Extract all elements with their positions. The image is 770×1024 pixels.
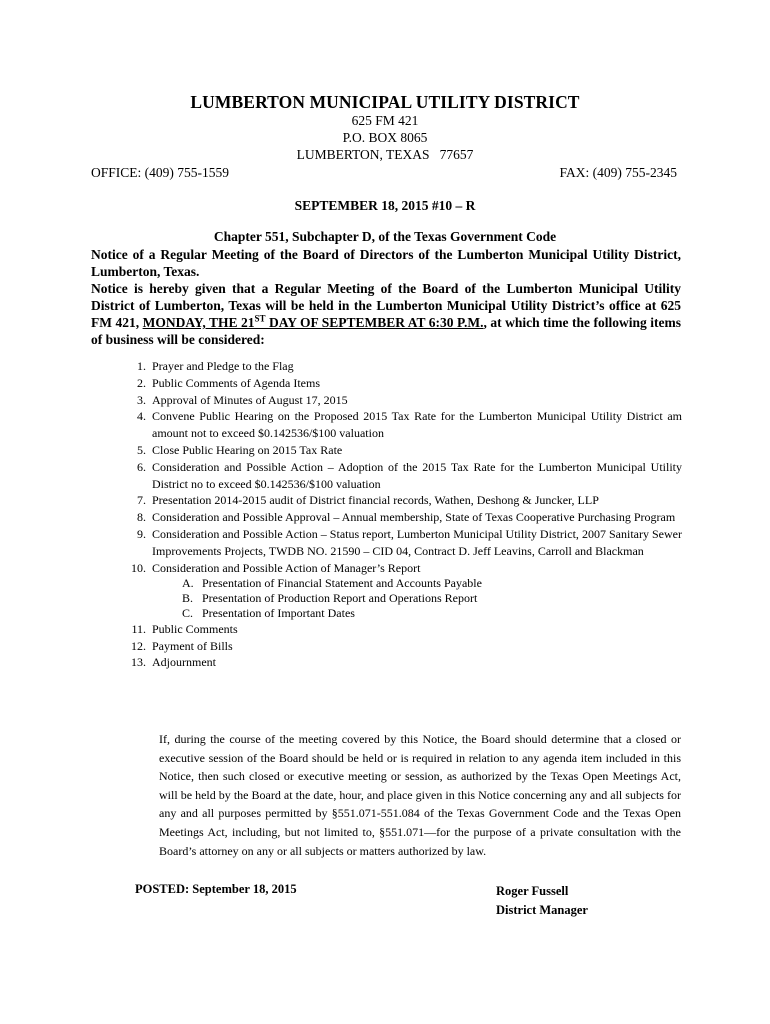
address-city: LUMBERTON, TEXAS 77657 (296, 147, 474, 162)
subitem-text: Presentation of Important Dates (202, 605, 355, 620)
agenda-item (137, 509, 682, 526)
agenda-item-text: Convene Public Hearing on the Proposed 2015 Tax Rate for the Lumberton Municipal Utility District am amount not to exceed $0.142536/$100 valuation (152, 409, 682, 441)
agenda-item-text: Consideration and Possible Action – Status report, Lumberton Municipal Utility District, 2007 Sanitary Sewer Improvements Projects, TWDB NO. 21590 – CID 04, Contract D. Jeff Leavins, Carroll and Blackman (152, 526, 682, 558)
agenda-item-text: Approval of Minutes of August 17, 2015 (152, 392, 348, 407)
agenda-item-number: 10. (131, 560, 146, 575)
manager-report-subitems (152, 576, 682, 620)
closed-session-paragraph: If, during the course of the meeting covered by this Notice, the Board should determine that a closed or executive session of the Board should be held or is required in relation to any agenda item included in this Notice, then such closed or executive meeting or session, as authorized by the Texas Open Meetings Act, will be held by the Board at the date, hour, and place given in this Notice concerning any and all subjects for any and all purposes permitted by §551.071-551.084 of the Texas Government Code and the Texas Open Meetings Act, including, but not limited to, §551.071—for the purpose of a private consultation with the Board’s attorney on any or all subjects or matters authorized by law. (159, 732, 681, 858)
agenda-item-number: 2. (137, 375, 146, 390)
agenda-item (137, 492, 682, 509)
manager-report-subitem (182, 605, 682, 621)
agenda-item-number: 7. (137, 493, 146, 508)
fax-number: FAX: (409) 755-2345 (559, 165, 677, 180)
agenda-item (131, 654, 682, 671)
document-date: SEPTEMBER 18, 2015 #10 – R (294, 198, 476, 213)
address-po-box: P.O. BOX 8065 (342, 130, 428, 145)
agenda-item-text: Close Public Hearing on 2015 Tax Rate (152, 442, 343, 457)
agenda-item-text: Adjournment (152, 655, 216, 670)
day-suffix: ST (254, 313, 266, 324)
manager-report-subitem (182, 576, 682, 591)
subitem-text: Presentation of Financial Statement and Accounts Payable (202, 576, 482, 591)
signature-block (496, 882, 588, 920)
agenda-item-text: Public Comments of Agenda Items (152, 375, 320, 390)
agenda-item (137, 408, 682, 442)
subitem-letter: C. (182, 605, 194, 620)
agenda-item (131, 638, 682, 655)
agenda-item-text: Consideration and Possible Action – Adoption of the 2015 Tax Rate for the Lumberton Municipal Utility District no to exceed $0.142536/$100 valuation (152, 459, 682, 491)
manager-report-subitem (182, 591, 682, 606)
document-title: LUMBERTON MUNICIPAL UTILITY DISTRICT (190, 92, 580, 112)
agenda-item-text: Prayer and Pledge to the Flag (152, 359, 294, 373)
agenda-item (137, 442, 682, 459)
agenda-item (137, 375, 682, 392)
agenda-item (131, 621, 682, 638)
agenda-item-number: 3. (137, 392, 146, 407)
agenda-item-number: 13. (131, 655, 146, 670)
office-phone: OFFICE: (409) 755-1559 (91, 165, 229, 180)
address-street: 625 FM 421 (351, 113, 419, 128)
meeting-time: DAY OF SEPTEMBER AT 6:30 P.M. (265, 315, 484, 330)
subitem-letter: B. (182, 591, 194, 606)
notice-body (91, 280, 681, 348)
agenda-item (137, 526, 682, 560)
agenda-item-number: 8. (137, 510, 146, 525)
agenda-item-number: 11. (131, 621, 146, 636)
notice-body-part2: , at which time the following items of business will be considered: (91, 315, 681, 347)
chapter-reference: Chapter 551, Subchapter D, of the Texas Government Code (213, 229, 557, 244)
agenda-item-number: 1. (137, 359, 146, 373)
agenda-item-text: Consideration and Possible Action of Manager’s Report (152, 560, 421, 575)
meeting-notice (91, 246, 681, 348)
subitem-text: Presentation of Production Report and Operations Report (202, 591, 478, 606)
signer-name: Roger Fussell (496, 884, 569, 898)
agenda-item-number: 4. (137, 409, 146, 424)
agenda-item-number: 5. (137, 442, 146, 457)
subitem-letter: A. (182, 576, 194, 591)
agenda-item-text: Presentation 2014-2015 audit of District financial records, Wathen, Deshong & Juncker, LLP (152, 493, 599, 508)
agenda-item (137, 392, 682, 409)
agenda-list (131, 358, 682, 671)
agenda-item (137, 358, 682, 375)
notice-body-part1: Notice is hereby given that a Regular Meeting of the Board of the Lumberton Municipal Utility District of Lumberton, Texas will be held in the Lumberton Municipal Utility District’s office at 625 FM 421, (91, 281, 681, 330)
posted-date: POSTED: September 18, 2015 (135, 882, 297, 896)
agenda-item (131, 560, 682, 621)
agenda-item-number: 6. (137, 459, 146, 474)
agenda-item-number: 12. (131, 638, 146, 653)
meeting-day: MONDAY, THE 21 (142, 315, 255, 330)
agenda-item-text: Payment of Bills (152, 638, 233, 653)
meeting-date (143, 315, 484, 330)
agenda-item-number: 9. (137, 526, 146, 541)
notice-heading: Notice of a Regular Meeting of the Board of Directors of the Lumberton Municipal Utility District, Lumberton, Texas. (91, 247, 681, 279)
signer-title: District Manager (496, 903, 588, 917)
agenda-item-text: Consideration and Possible Approval – Annual membership, State of Texas Cooperative Purchasing Program (152, 510, 676, 525)
agenda-item-text: Public Comments (152, 621, 238, 636)
agenda-item (137, 459, 682, 493)
